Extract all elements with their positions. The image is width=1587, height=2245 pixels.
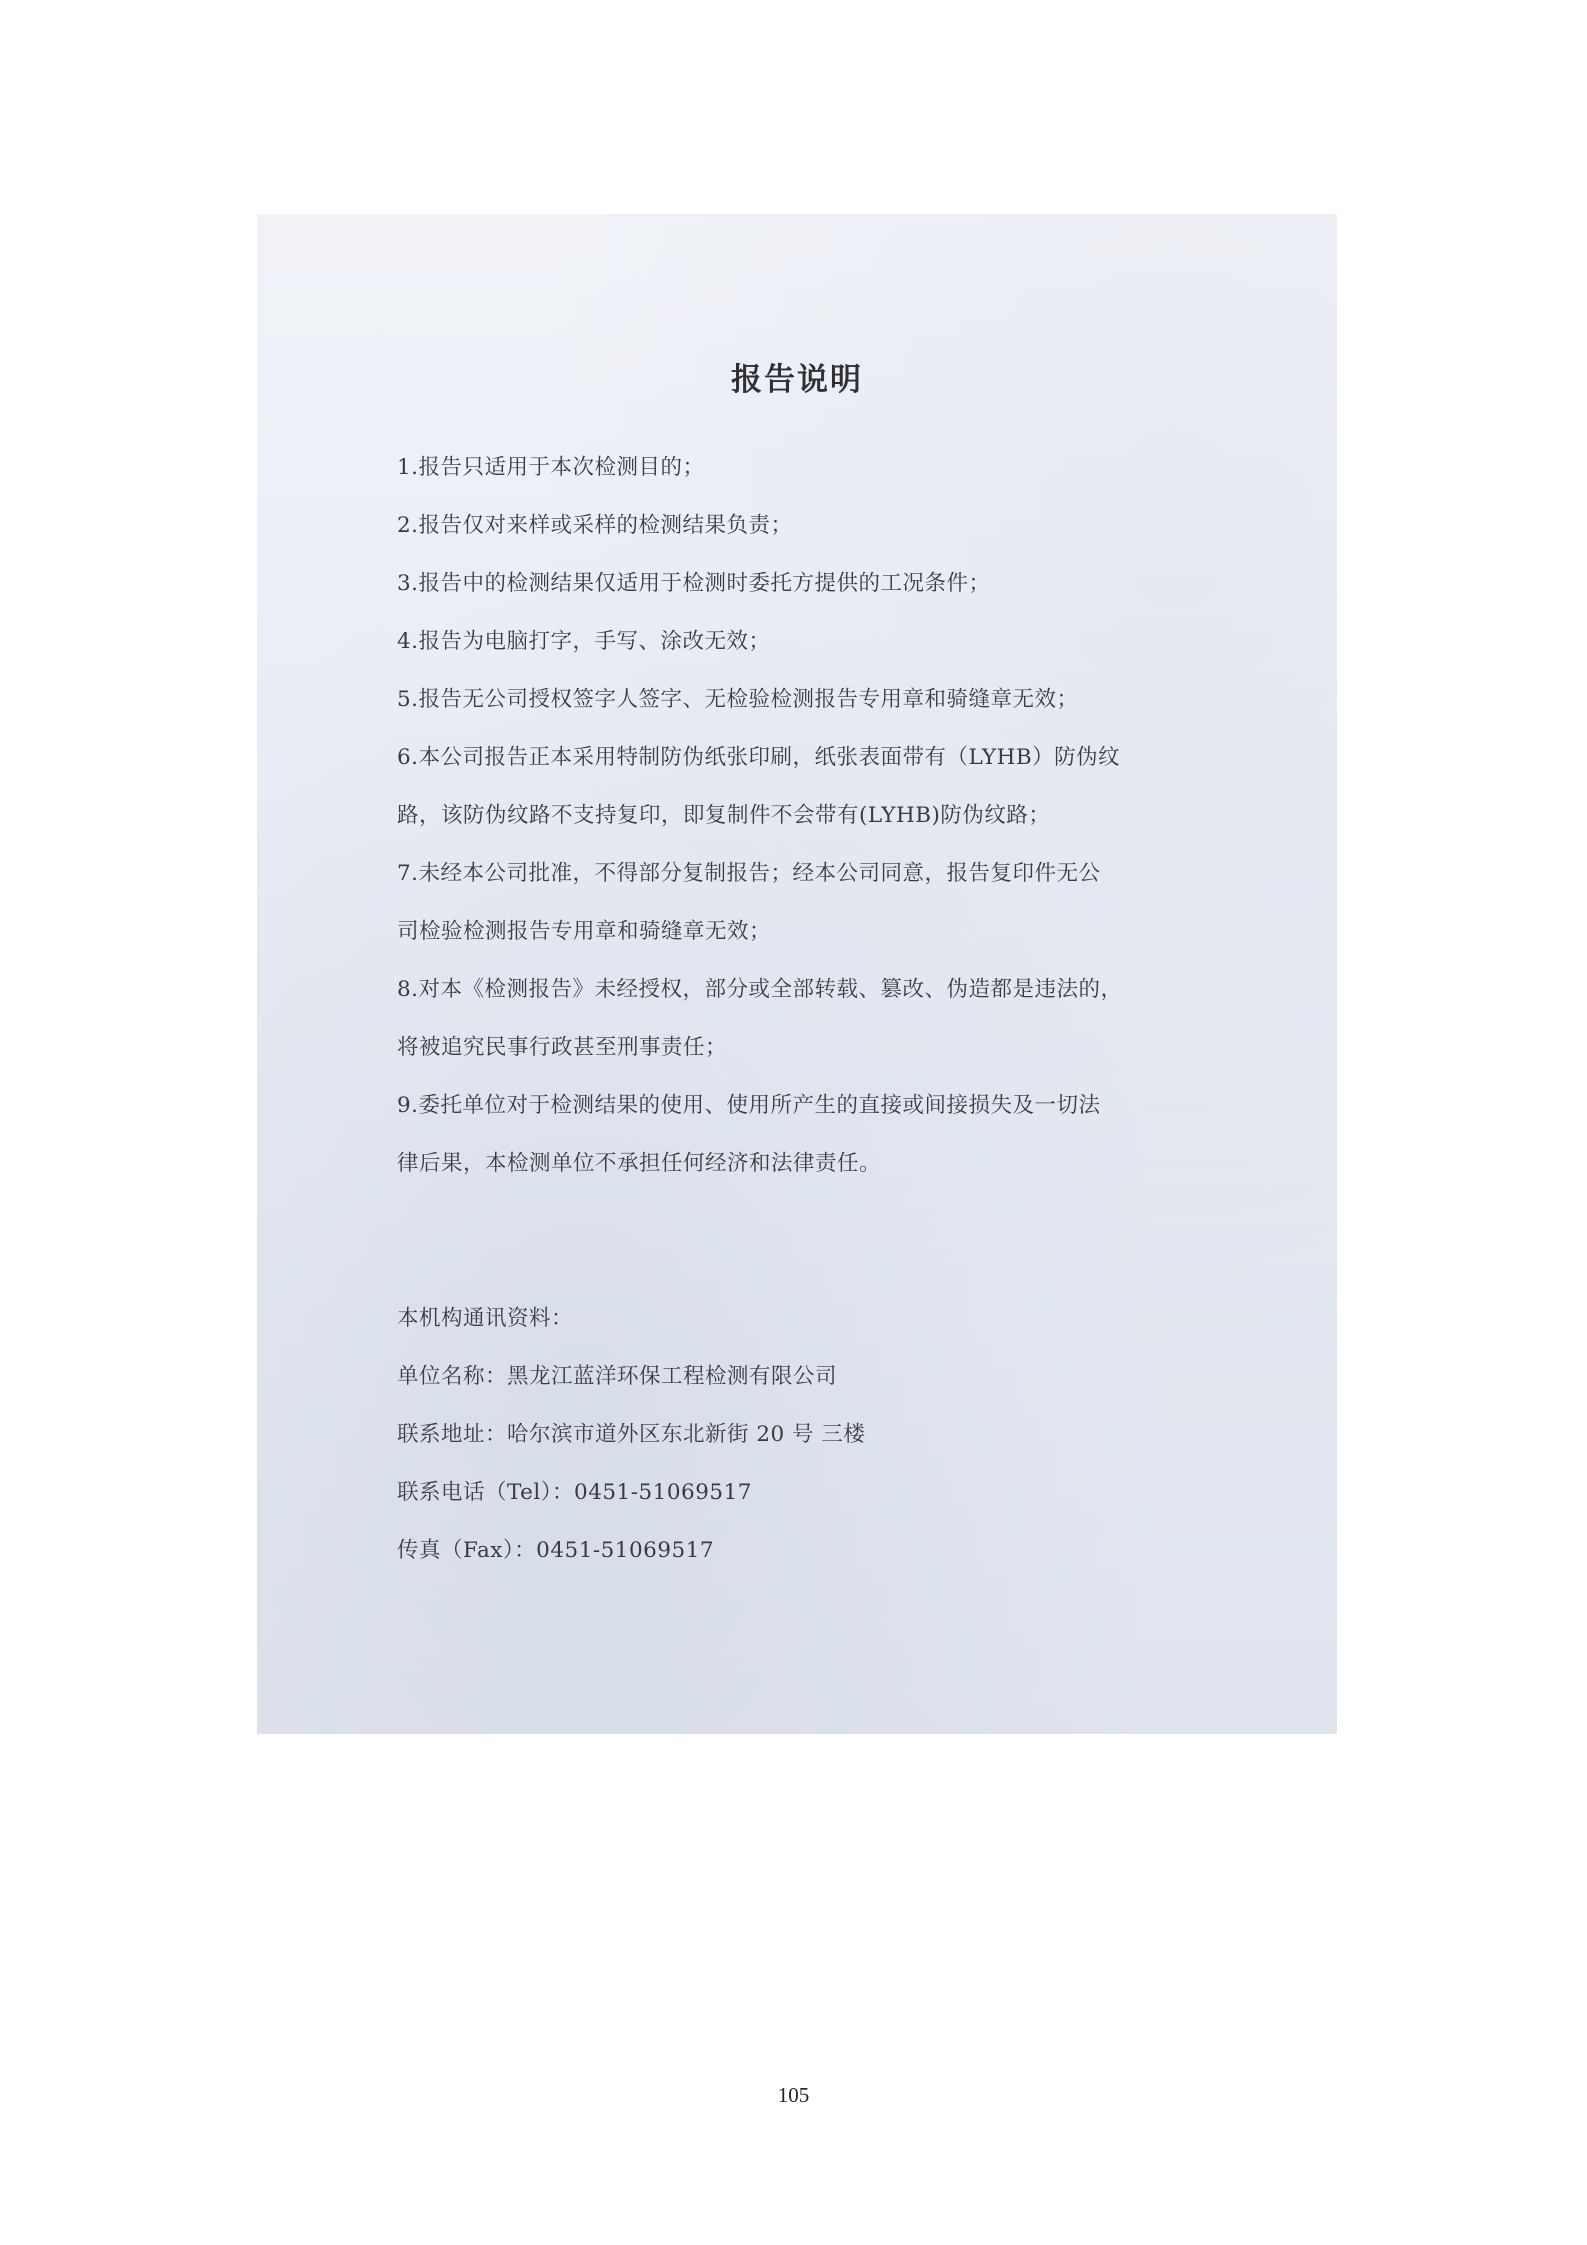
note-line: 8.对本《检测报告》未经授权，部分或全部转载、篡改、伪造都是违法的，	[397, 977, 1123, 1002]
contact-fax: 传真（Fax）：0451-51069517	[397, 1538, 715, 1563]
note-line: 4.报告为电脑打字，手写、涂改无效；	[397, 629, 771, 654]
note-line: 1.报告只适用于本次检测目的；	[397, 455, 705, 480]
contact-unit-name: 单位名称：黑龙江蓝洋环保工程检测有限公司	[397, 1364, 838, 1389]
note-line: 路，该防伪纹路不支持复印，即复制件不会带有(LYHB)防伪纹路；	[397, 803, 1051, 828]
note-line: 9.委托单位对于检测结果的使用、使用所产生的直接或间接损失及一切法	[397, 1093, 1101, 1118]
note-line: 5.报告无公司授权签字人签字、无检验检测报告专用章和骑缝章无效；	[397, 687, 1079, 712]
note-line: 6.本公司报告正本采用特制防伪纸张印刷，纸张表面带有（LYHB）防伪纹	[397, 745, 1121, 770]
document-title: 报告说明	[731, 362, 863, 398]
contact-address: 联系地址：哈尔滨市道外区东北新街 20 号 三楼	[397, 1422, 866, 1447]
contact-info	[397, 1290, 1197, 1580]
page-number: 105	[777, 2083, 810, 2107]
contact-telephone: 联系电话（Tel）：0451-51069517	[397, 1480, 752, 1505]
scanned-page	[257, 214, 1337, 1734]
note-line: 律后果，本检测单位不承担任何经济和法律责任。	[397, 1151, 882, 1176]
note-line: 3.报告中的检测结果仅适用于检测时委托方提供的工况条件；	[397, 571, 991, 596]
contact-heading: 本机构通讯资料：	[397, 1306, 574, 1331]
note-line: 7.未经本公司批准，不得部分复制报告；经本公司同意，报告复印件无公	[397, 861, 1101, 886]
report-notes-list	[397, 439, 1197, 1193]
note-line: 司检验检测报告专用章和骑缝章无效；	[397, 919, 772, 944]
note-line: 将被追究民事行政甚至刑事责任；	[397, 1035, 728, 1060]
note-line: 2.报告仅对来样或采样的检测结果负责；	[397, 513, 793, 538]
